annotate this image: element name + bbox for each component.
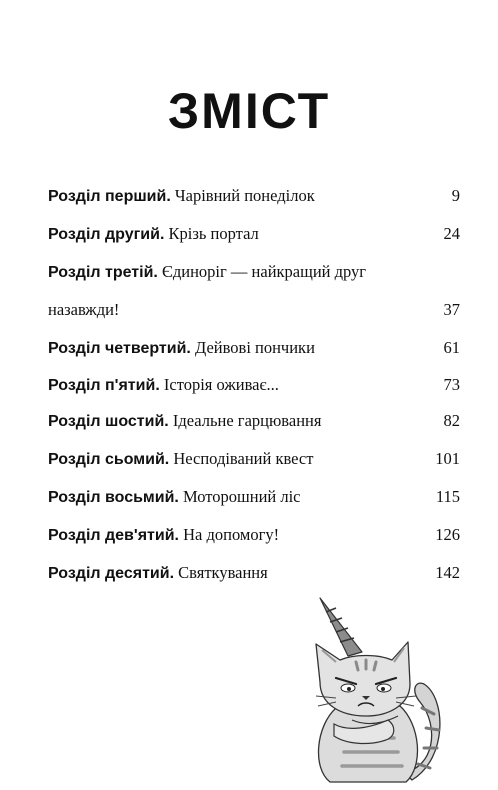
page-title: ЗМІСТ [167, 83, 331, 139]
chapter-title: Єдиноріг — найкращий друг [161, 262, 367, 281]
chapter-title: Крізь портал [168, 224, 259, 243]
toc-entry[interactable] [48, 563, 460, 589]
chapter-name: Розділ третій. [48, 264, 158, 281]
page-number: 115 [435, 487, 460, 506]
chapter-name: Розділ перший. [48, 188, 171, 205]
toc-entry[interactable] [48, 262, 460, 288]
toc-entry[interactable] [48, 411, 460, 437]
toc-entry[interactable] [48, 449, 460, 475]
chapter-title: Моторошний ліс [183, 487, 301, 506]
page-number: 126 [435, 525, 460, 544]
page-number: 82 [443, 411, 460, 430]
page-number: 73 [443, 375, 460, 394]
toc-entry[interactable] [48, 338, 460, 364]
chapter-title: Святкування [178, 563, 268, 582]
page-number: 142 [435, 563, 460, 582]
page-number: 9 [451, 186, 460, 205]
chapter-name: Розділ четвертий. [48, 340, 191, 357]
chapter-name: Розділ восьмий. [48, 489, 179, 506]
toc-entry[interactable] [48, 224, 460, 250]
page-number: 37 [443, 300, 460, 319]
chapter-title: Несподіваний квест [173, 449, 314, 468]
chapter-title: Історія оживає... [163, 375, 279, 394]
page-number: 61 [443, 338, 460, 357]
page-number: 101 [435, 449, 460, 468]
toc-entry[interactable] [48, 487, 460, 513]
chapter-name: Розділ другий. [48, 226, 165, 243]
chapter-title: Чарівний понеділок [174, 186, 315, 205]
chapter-name: Розділ сьомий. [48, 451, 170, 468]
chapter-name: Розділ шостий. [48, 413, 169, 430]
chapter-title-continuation: назавжди! [48, 300, 120, 319]
toc-entry[interactable] [48, 375, 460, 401]
chapter-name: Розділ п'ятий. [48, 377, 160, 394]
unicorn-cat-illustration [296, 596, 446, 786]
chapter-title: Ідеальне гарцювання [172, 411, 322, 430]
toc-entry[interactable] [48, 525, 460, 551]
chapter-title: На допомогу! [183, 525, 280, 544]
chapter-name: Розділ дев'ятий. [48, 527, 179, 544]
page-number: 24 [443, 224, 460, 243]
chapter-title: Дейвові пончики [194, 338, 315, 357]
toc-entry[interactable] [48, 186, 460, 212]
chapter-name: Розділ десятий. [48, 565, 175, 582]
toc-entry-continuation[interactable] [48, 300, 460, 326]
